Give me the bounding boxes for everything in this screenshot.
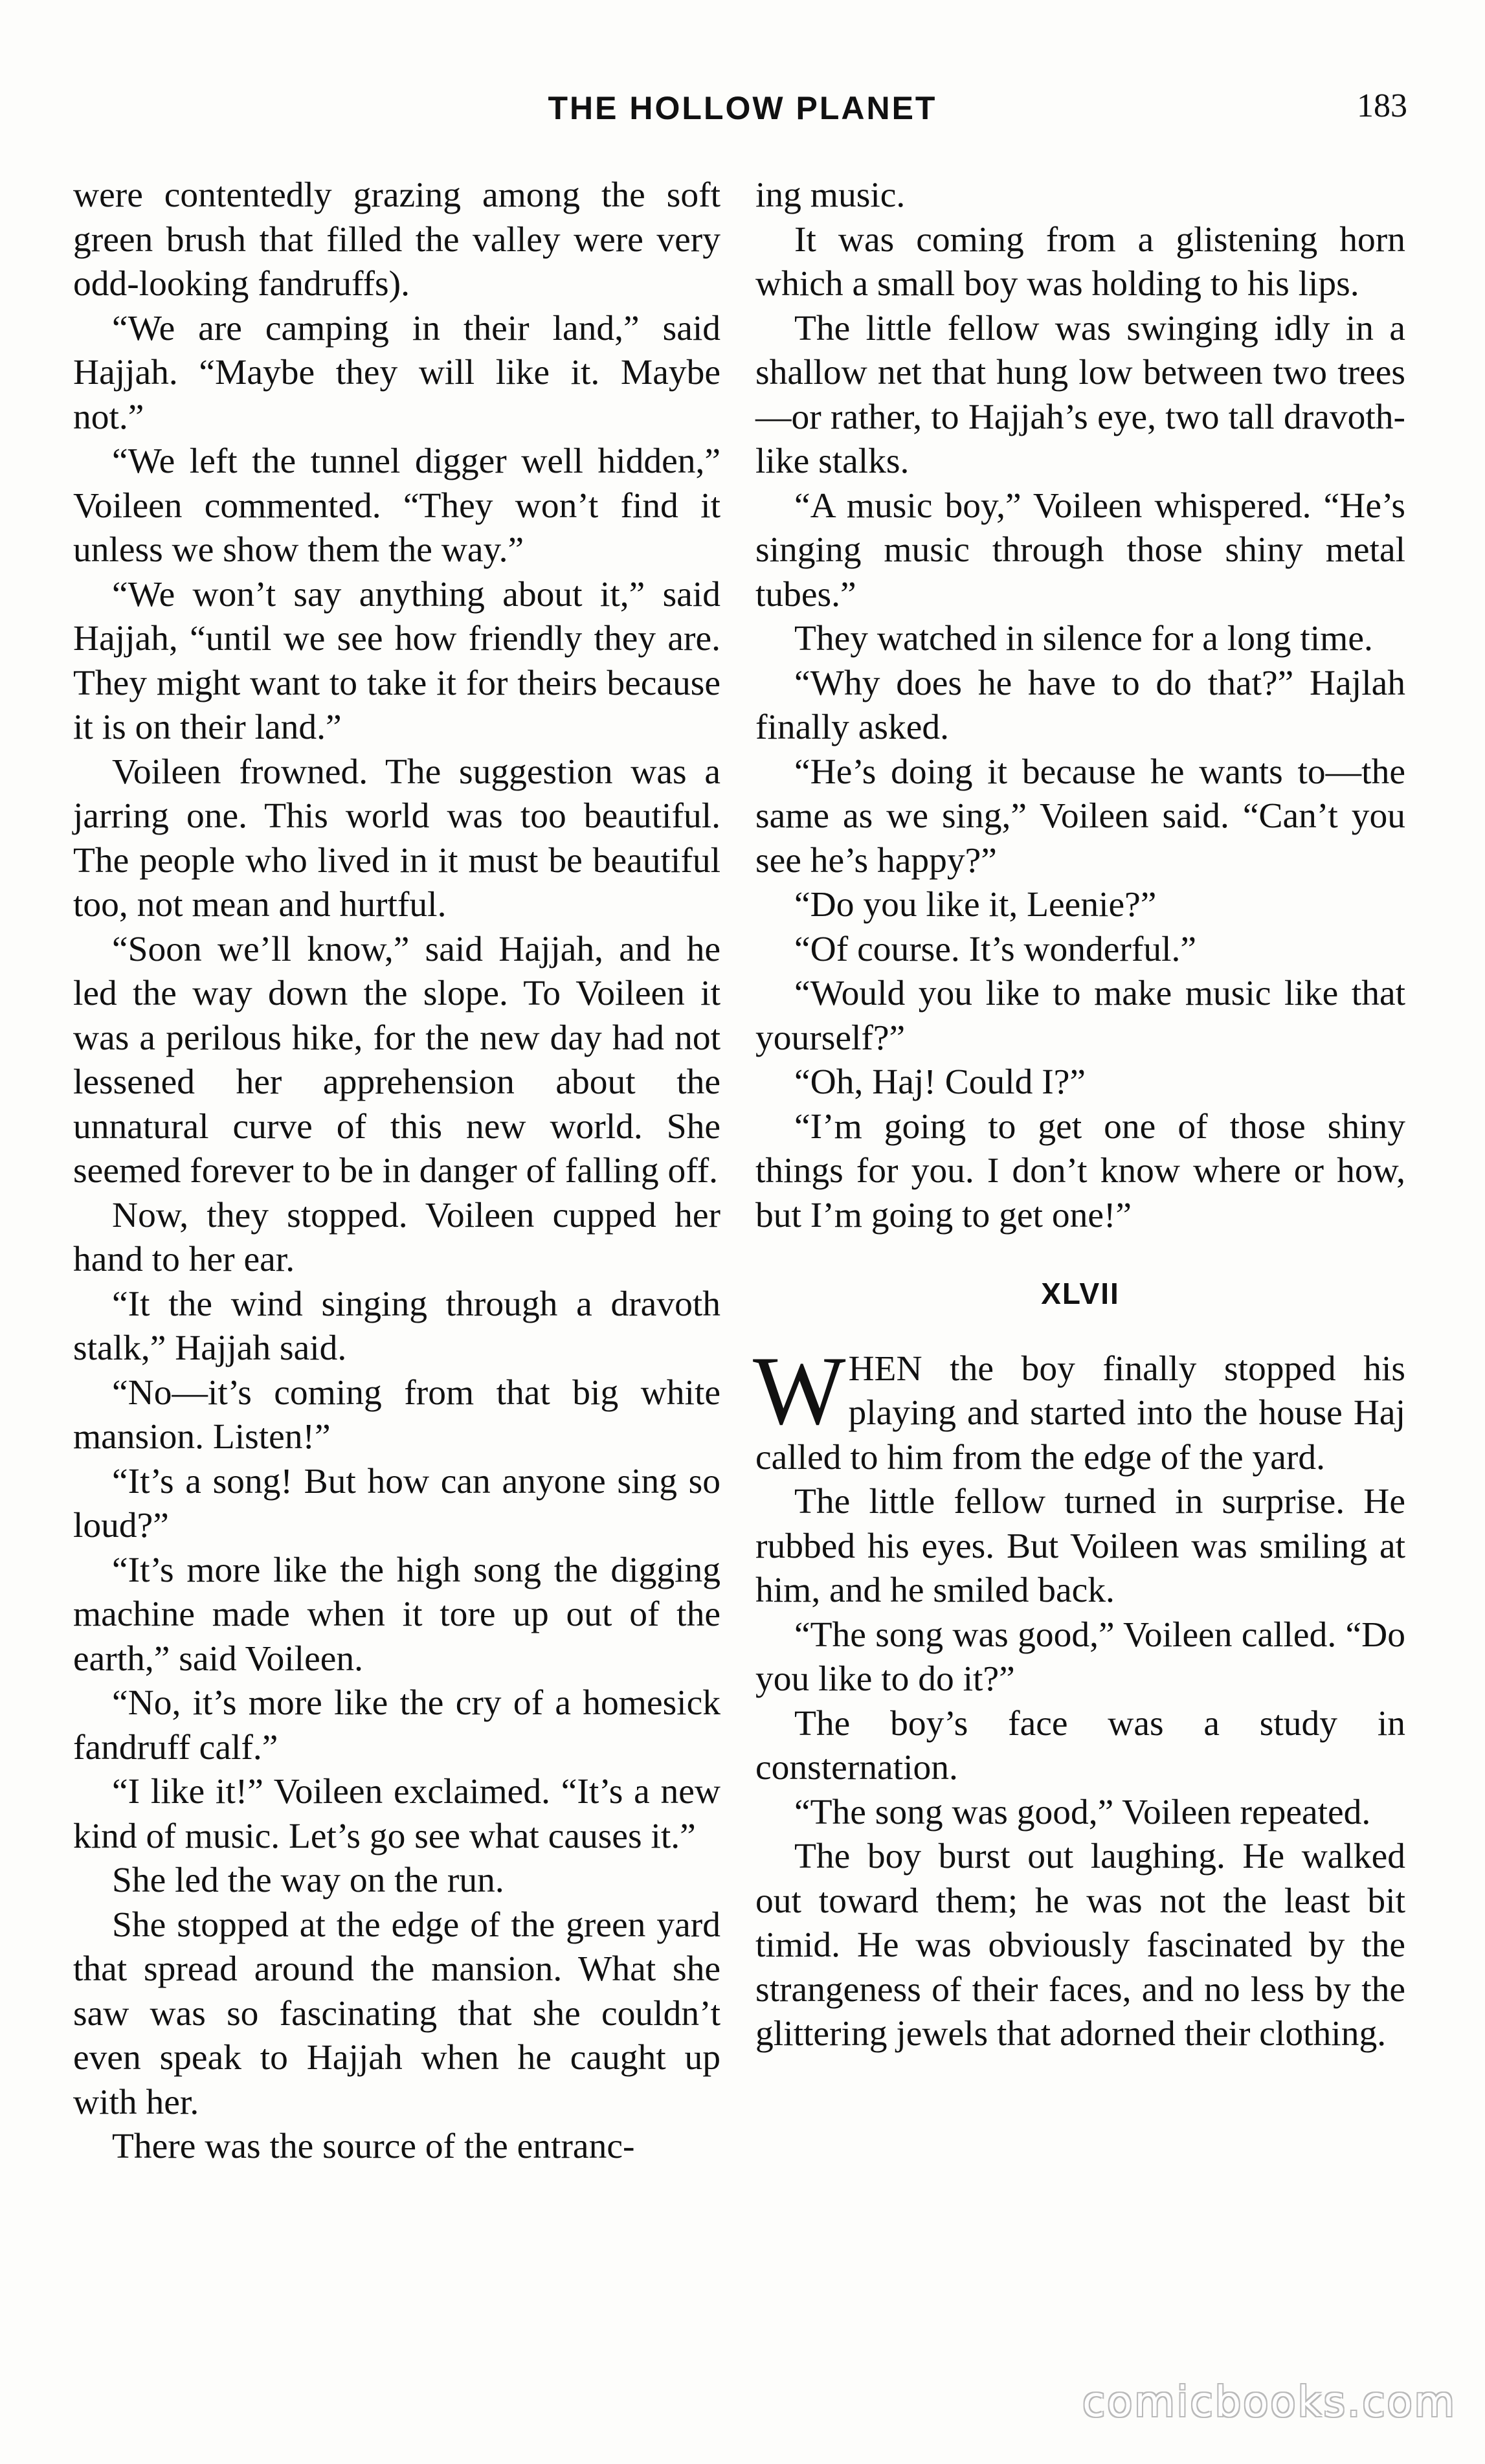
drop-cap: W <box>753 1336 842 1445</box>
paragraph: They watched in silence for a long time. <box>794 619 1373 658</box>
paragraph: “The song was good,” Voileen called. “Do you like to do it?” <box>755 1615 1405 1699</box>
left-column <box>73 174 720 2169</box>
paragraph: “No, it’s more like the cry of a homesick fandruff calf.” <box>73 1683 720 1767</box>
watermark: comicbooks.com <box>1082 2379 1457 2426</box>
opening-word: HEN <box>848 1349 922 1389</box>
paragraph-continuation: ing music. <box>755 175 906 215</box>
paragraph: She led the way on the run. <box>112 1861 504 1900</box>
paragraph: “He’s doing it because he wants to—the same as we sing,” Voileen said. “Can’t you see he’s happy?” <box>755 752 1405 880</box>
right-column <box>755 174 1405 2057</box>
paragraph: “Do you like it, Leenie?” <box>794 885 1157 924</box>
paragraph: “No—it’s coming from that big white mansion. Listen!” <box>73 1372 720 1457</box>
paragraph: The boy burst out laughing. He walked out toward them; he was not the least bit timid. He was obviously fascinated by the strangeness of their faces, and no less by the glittering jewels that adorned their clothing. <box>755 1837 1405 2054</box>
paragraph: It was coming from a glistening horn which a small boy was holding to his lips. <box>755 219 1405 304</box>
running-head: THE HOLLOW PLANET <box>548 90 937 126</box>
paragraph: Now, they stopped. Voileen cupped her hand to her ear. <box>73 1195 720 1279</box>
paragraph: Voileen frowned. The suggestion was a jarring one. This world was too beautiful. The people who lived in it must be beautiful too, not mean and hurtful. <box>73 752 720 924</box>
paragraph: “I like it!” Voileen exclaimed. “It’s a new kind of music. Let’s go see what causes it.” <box>73 1772 720 1856</box>
paragraph: “Would you like to make music like that yourself?” <box>755 974 1405 1058</box>
paragraph: “Why does he have to do that?” Hajlah finally asked. <box>755 663 1405 747</box>
paragraph: She stopped at the edge of the green yard that spread around the mansion. What she saw was so fascinating that she couldn’t even speak to Hajjah when he caught up with her. <box>73 1905 720 2122</box>
paragraph: The boy’s face was a study in consternation. <box>755 1703 1405 1787</box>
page-number: 183 <box>1357 87 1407 124</box>
paragraph: “Soon we’ll know,” said Hajjah, and he led the way down the slope. To Voileen it was a perilous hike, for the new day had not lessened her apprehension about the unnatural curve of this new world. She seemed forever to be in danger of falling off. <box>73 929 720 1191</box>
paragraph: were contentedly grazing among the soft green brush that filled the valley were very odd-looking fandruffs). <box>73 175 720 304</box>
chapter-opening-paragraph <box>753 1336 1405 1481</box>
paragraph: The little fellow turned in surprise. He rubbed his eyes. But Voileen was smiling at him, and he smiled back. <box>755 1482 1405 1610</box>
paragraph: “It the wind singing through a dravoth stalk,” Hajjah said. <box>73 1284 720 1368</box>
paragraph: “It’s a song! But how can anyone sing so loud?” <box>73 1461 720 1545</box>
paragraph: “It’s more like the high song the digging machine made when it tore up out of the earth,” said Voileen. <box>73 1550 720 1679</box>
opening-text: the boy finally stopped his playing and started into the house Haj called to him from the edge of the yard. <box>755 1349 1405 1477</box>
paragraph: “We left the tunnel digger well hidden,” Voileen commented. “They won’t find it unless we show them the way.” <box>73 442 720 570</box>
paragraph: “We won’t say anything about it,” said Hajjah, “until we see how friendly they are. They might want to take it for theirs because it is on their land.” <box>73 574 720 747</box>
paragraph: “The song was good,” Voileen repeated. <box>794 1792 1371 1832</box>
paragraph: “A music boy,” Voileen whispered. “He’s singing music through those shiny metal tubes.” <box>755 486 1405 614</box>
paragraph: “Of course. It’s wonderful.” <box>794 929 1197 969</box>
chapter-heading: XLVII <box>1041 1277 1120 1310</box>
paragraph: “We are camping in their land,” said Hajjah. “Maybe they will like it. Maybe not.” <box>73 308 720 437</box>
paragraph: “Oh, Haj! Could I?” <box>794 1062 1086 1102</box>
paragraph: “I’m going to get one of those shiny things for you. I don’t know where or how, but I’m going to get one!” <box>755 1106 1405 1235</box>
page-header <box>0 84 1485 142</box>
paragraph: The little fellow was swinging idly in a shallow net that hung low between two trees—or rather, to Hajjah’s eye, two tall dravoth-like stalks. <box>755 308 1405 481</box>
paragraph: There was the source of the entranc- <box>112 2127 635 2166</box>
